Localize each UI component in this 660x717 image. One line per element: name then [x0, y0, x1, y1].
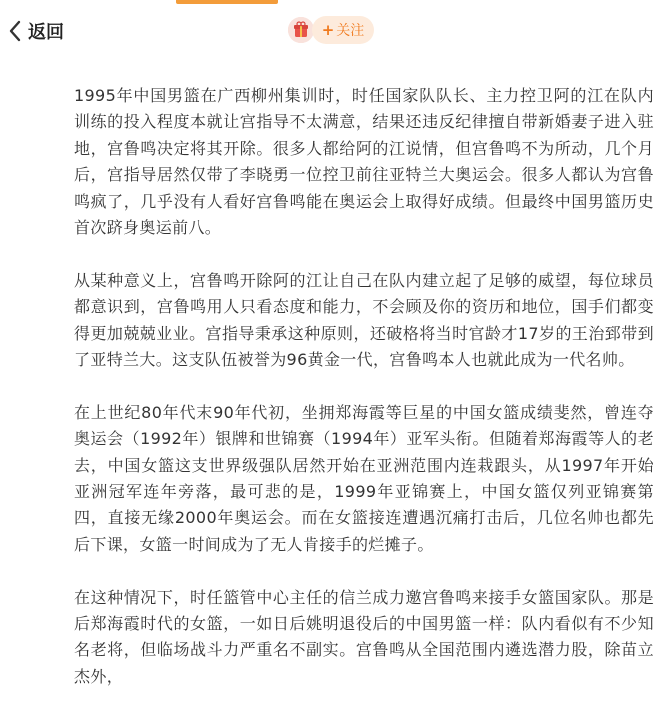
back-label: 返回 — [28, 22, 64, 43]
author-avatar[interactable] — [288, 17, 314, 43]
article-paragraph: 在这种情况下，时任篮管中心主任的信兰成力邀宫鲁鸣来接手女篮国家队。那是后郑海霞时代的女篮，一如日后姚明退役后的中国男篮一样：队内看似有不少知名老将，但临场战斗力严重名不副实。宫鲁鸣从全国范围内遴选潜力股，除苗立杰外， — [74, 587, 654, 686]
top-nav-bar — [0, 0, 660, 60]
follow-button[interactable] — [312, 16, 374, 44]
article-paragraph: 1995年中国男篮在广西柳州集训时，时任国家队队长、主力控卫阿的江在队内训练的投入程度本就让宫指导不太满意，结果还违反纪律擅自带新婚妻子进入驻地，宫鲁鸣决定将其开除。很多人都给阿的江说情，但宫鲁鸣不为所动，几个月后，宫指导居然仅带了李晓勇一位控卫前往亚特兰大奥运会。很多人都认为宫鲁鸣疯了，几乎没有人看好宫鲁鸣能在奥运会上取得好成绩。但最终中国男篮历史首次跻身奥运前八。 — [74, 86, 654, 238]
article-body — [74, 83, 654, 717]
back-button[interactable] — [6, 15, 64, 47]
gift-icon — [288, 17, 314, 43]
article-paragraph: 从某种意义上，宫鲁鸣开除阿的江让自己在队内建立起了足够的威望，每位球员都意识到，宫鲁鸣用人只看态度和能力，不会顾及你的资历和地位，国手们都变得更加兢兢业业。宫指导秉承这种原则，还破格将当时官龄才17岁的王治郅带到了亚特兰大。这支队伍被誉为96黄金一代，宫鲁鸣本人也就此成为一代名帅。 — [74, 270, 654, 370]
scroll-progress-indicator — [176, 0, 278, 4]
follow-label: 关注 — [336, 23, 365, 39]
plus-icon: + — [321, 21, 335, 39]
chevron-left-icon — [6, 17, 26, 45]
article-paragraph: 在上世纪80年代末90年代初，坐拥郑海霞等巨星的中国女篮成绩斐然，曾连夺奥运会（1992年）银牌和世锦赛（1994年）亚军头衔。但随着郑海霞等人的老去，中国女篮这支世界级强队居然开始在亚洲范围内连栽跟头，从1997年开始亚洲冠军连年旁落，最可悲的是，1999年亚锦赛上，中国女篮仅列亚锦赛第四，直接无缘2000年奥运会。而在女篮接连遭遇沉痛打击后，几位名帅也都先后下课，女篮一时间成为了无人肯接手的烂摊子。 — [74, 402, 654, 554]
